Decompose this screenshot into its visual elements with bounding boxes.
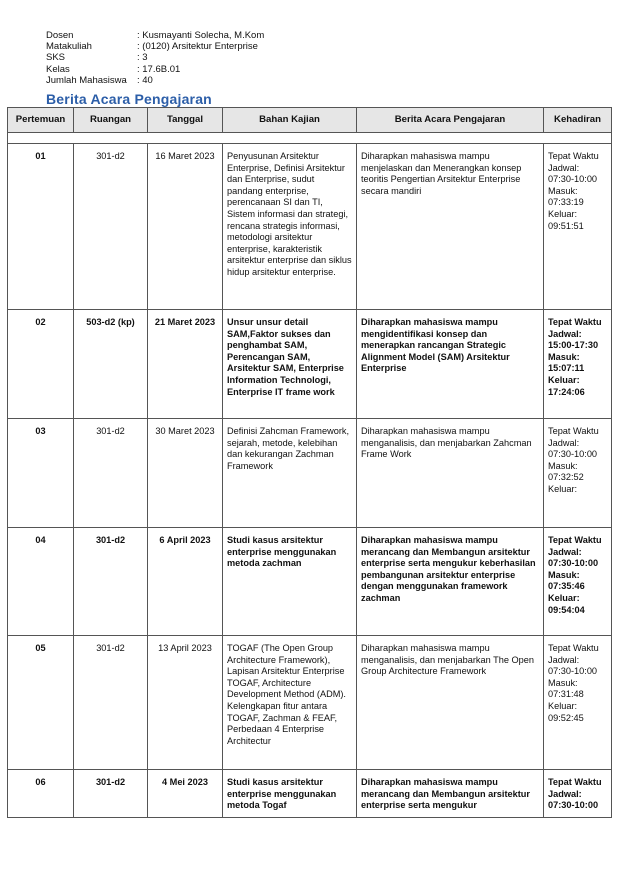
cell-berita-acara: Diharapkan mahasiswa mampu merancang dan Membangun arsitektur enterprise serta mengukur — [357, 770, 544, 818]
berita-acara-table — [7, 107, 612, 818]
cell-ruangan: 301-d2 — [74, 144, 148, 310]
jumlah-label: Jumlah Mahasiswa — [46, 74, 127, 86]
cell-ruangan: 301-d2 — [74, 419, 148, 528]
cell-tanggal: 30 Maret 2023 — [148, 419, 223, 528]
info-jumlah — [46, 75, 264, 86]
cell-pertemuan: 05 — [8, 636, 74, 770]
cell-tanggal: 21 Maret 2023 — [148, 310, 223, 419]
page-title: Berita Acara Pengajaran — [46, 91, 212, 107]
table-row — [8, 419, 612, 528]
table-row — [8, 528, 612, 636]
cell-berita-acara: Diharapkan mahasiswa mampu menganalisis, dan menjabarkan Zahcman Frame Work — [357, 419, 544, 528]
cell-berita-acara: Diharapkan mahasiswa mampu mengidentifikasi konsep dan menerapkan rancangan Strategic Alignment Model (SAM) Arsitektur Enterprise — [357, 310, 544, 419]
cell-pertemuan: 02 — [8, 310, 74, 419]
table-header-row — [8, 108, 612, 133]
matakuliah-label: Matakuliah — [46, 41, 92, 53]
cell-bahan-kajian: Studi kasus arsitektur enterprise menggunakan metoda Togaf — [223, 770, 357, 818]
table-row — [8, 770, 612, 818]
cell-bahan-kajian: Penyusunan Arsitektur Enterprise, Definisi Arsitektur dan Enterprise, sudut pandang enterprise, perencanaan SI dan TI, Sistem informasi dan strategi, rencana strategis informasi, metodologi arsitektur enterprise, karakteristik arsitektur enterprise dan siklus hidup arsitektur enterprise. — [223, 144, 357, 310]
cell-ruangan: 301-d2 — [74, 770, 148, 818]
course-info — [46, 30, 264, 86]
cell-berita-acara: Diharapkan mahasiswa mampu merancang dan Membangun arsitektur enterprise serta mengukur keberhasilan pembangunan arsitektur enterprise dengan menggunakan framework zachman — [357, 528, 544, 636]
gap-cell — [8, 133, 612, 144]
cell-bahan-kajian: Unsur unsur detail SAM,Faktor sukses dan penghambat SAM, Perencangan SAM, Arsitektur SAM, Enterprise Information Technologi, Enterprise IT frame work — [223, 310, 357, 419]
cell-kehadiran: Tepat Waktu Jadwal: 15:00-17:30 Masuk: 15:07:11 Keluar: 17:24:06 — [544, 310, 612, 419]
cell-pertemuan: 06 — [8, 770, 74, 818]
cell-tanggal: 13 April 2023 — [148, 636, 223, 770]
cell-tanggal: 4 Mei 2023 — [148, 770, 223, 818]
cell-kehadiran: Tepat Waktu Jadwal: 07:30-10:00 Masuk: 07:31:48 Keluar: 09:52:45 — [544, 636, 612, 770]
header-ruangan: Ruangan — [74, 108, 148, 133]
table-row — [8, 144, 612, 310]
kelas-value: : 17.6B.01 — [137, 63, 181, 75]
cell-ruangan: 301-d2 — [74, 636, 148, 770]
cell-berita-acara: Diharapkan mahasiswa mampu menganalisis, dan menjabarkan The Open Group Architecture Framework — [357, 636, 544, 770]
cell-pertemuan: 04 — [8, 528, 74, 636]
cell-pertemuan: 03 — [8, 419, 74, 528]
cell-tanggal: 6 April 2023 — [148, 528, 223, 636]
header-berita-acara: Berita Acara Pengajaran — [357, 108, 544, 133]
cell-pertemuan: 01 — [8, 144, 74, 310]
table-row — [8, 310, 612, 419]
jumlah-value: : 40 — [137, 74, 153, 86]
cell-bahan-kajian: Definisi Zahcman Framework, sejarah, metode, kelebihan dan kekurangan Zachman Framework — [223, 419, 357, 528]
cell-ruangan: 503-d2 (kp) — [74, 310, 148, 419]
cell-tanggal: 16 Maret 2023 — [148, 144, 223, 310]
header-pertemuan: Pertemuan — [8, 108, 74, 133]
info-matakuliah — [46, 41, 264, 52]
kelas-label: Kelas — [46, 63, 70, 75]
sks-value: : 3 — [137, 52, 148, 64]
cell-kehadiran: Tepat Waktu Jadwal: 07:30-10:00 — [544, 770, 612, 818]
header-tanggal: Tanggal — [148, 108, 223, 133]
header-gap — [8, 133, 612, 144]
cell-bahan-kajian: TOGAF (The Open Group Architecture Framework), Lapisan Arsitektur Enterprise TOGAF, Architecture Development Method (ADM). Kelengkapan fitur antara TOGAF, Zachman & FEAF, Perbedaan 4 Enterprise Architectur — [223, 636, 357, 770]
matakuliah-value: : (0120) Arsitektur Enterprise — [137, 41, 258, 53]
cell-bahan-kajian: Studi kasus arsitektur enterprise menggunakan metoda zachman — [223, 528, 357, 636]
cell-kehadiran: Tepat Waktu Jadwal: 07:30-10:00 Masuk: 07:33:19 Keluar: 09:51:51 — [544, 144, 612, 310]
cell-kehadiran: Tepat Waktu Jadwal: 07:30-10:00 Masuk: 07:32:52 Keluar: — [544, 419, 612, 528]
cell-ruangan: 301-d2 — [74, 528, 148, 636]
sks-label: SKS — [46, 52, 66, 64]
dosen-value: : Kusmayanti Solecha, M.Kom — [137, 30, 265, 41]
dosen-label: Dosen — [46, 30, 74, 41]
cell-kehadiran: Tepat Waktu Jadwal: 07:30-10:00 Masuk: 07:35:46 Keluar: 09:54:04 — [544, 528, 612, 636]
header-bahan-kajian: Bahan Kajian — [223, 108, 357, 133]
header-kehadiran: Kehadiran — [544, 108, 612, 133]
cell-berita-acara: Diharapkan mahasiswa mampu menjelaskan dan Menerangkan konsep teoritis Pengertian Arsitektur Enterprise secara mandiri — [357, 144, 544, 310]
info-kelas — [46, 64, 264, 75]
table-row — [8, 636, 612, 770]
info-sks — [46, 52, 264, 63]
info-dosen — [46, 30, 264, 41]
